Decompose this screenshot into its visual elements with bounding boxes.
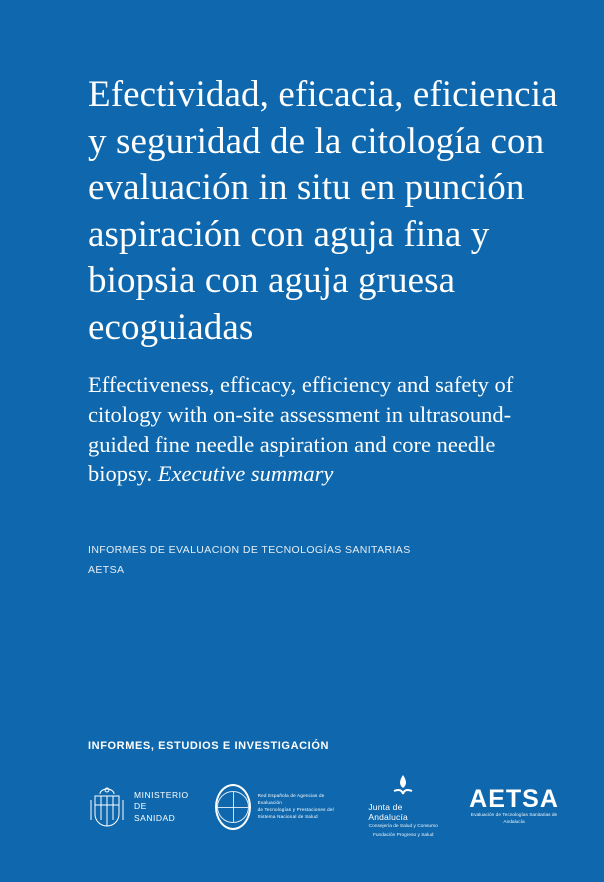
aetsa-wordmark: AETSA [469, 785, 559, 814]
subtitle-english-main: Effectiveness, efficacy, efficiency and safety of citology with on-site assessment in ultrasound-guided fine needle aspiration and core needle biopsy. [88, 371, 514, 487]
logo-aetsa [464, 787, 564, 827]
ministerio-name-2: DE SANIDAD [134, 801, 176, 823]
redets-line-2: de Tecnologías y Prestaciones del Sistema Nacional de Salud [257, 807, 334, 819]
subtitle-english [88, 370, 558, 490]
junta-sub-1: Consejería de Salud y Consumo [368, 824, 438, 830]
series-info [88, 541, 558, 580]
junta-name: Junta de Andalucía [368, 802, 408, 823]
cover-footer [88, 740, 564, 840]
ministerio-label [134, 790, 189, 824]
redets-circle-icon [215, 784, 251, 830]
logo-ministerio-de-sanidad [88, 786, 189, 828]
cover-content [88, 72, 558, 580]
aetsa-subtitle: Evaluación de Tecnologías Sanitarias de Andalucía [470, 813, 558, 826]
subtitle-english-emphasis: Executive summary [157, 461, 334, 487]
series-line-1: INFORMES DE EVALUACION DE TECNOLOGÍAS SANITARIAS [88, 544, 411, 557]
junta-sub-2: Fundación Progreso y Salud [372, 833, 434, 839]
spain-coat-of-arms-icon [88, 786, 126, 828]
logo-row [88, 774, 564, 840]
junta-andalucia-icon [390, 774, 416, 800]
redets-line-1: Red Española de Agencias de Evaluación [257, 793, 325, 806]
ministerio-name: MINISTERIO [134, 789, 189, 800]
series-line-2: AETSA [88, 563, 125, 576]
logo-junta-de-andalucia [368, 774, 438, 840]
page-title: Efectividad, eficacia, eficiencia y seguridad de la citología con evaluación in situ en punción aspiración con aguja fina y biopsia con aguja gruesa ecoguiadas [88, 74, 558, 349]
logo-redets [215, 784, 343, 830]
footer-heading: INFORMES, ESTUDIOS E INVESTIGACIÓN [88, 740, 330, 753]
redets-label [258, 793, 343, 821]
